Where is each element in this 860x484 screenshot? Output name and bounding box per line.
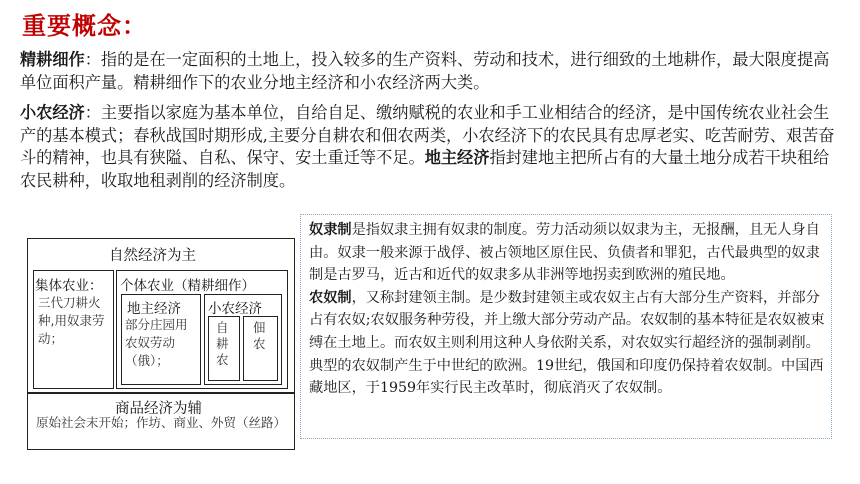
- small-farmer-economy-title: 小农经济: [208, 301, 262, 317]
- term-serfdom: 农奴制: [309, 289, 352, 306]
- natural-economy-label: 自然经济为主: [109, 248, 196, 264]
- self-farmer-label: 自耕农: [216, 320, 229, 367]
- landlord-economy-desc: 部分庄园用农奴劳动（俄）；: [125, 317, 188, 368]
- paragraph-serfdom: [309, 287, 825, 400]
- definition-serfdom: ，又称封建领主制。是少数封建领主或农奴主占有大部分生产资料，并部分占有农奴;农奴服务种劳役，并上缴大部分劳动产品。农奴制的基本特征是农奴被束缚在土地上。而农奴主则利用这种人身依附关系，对农奴实行超经济的强制剥削。典型的农奴制产生于中世纪的欧洲。19世纪，俄国和印度仍保持着农奴制。中国西藏地区，于1959年实行民主改革时，彻底消灭了农奴制。: [309, 289, 825, 397]
- slavery-serfdom-textbox: [300, 214, 832, 439]
- paragraph-intensive-farming: [20, 49, 835, 94]
- term-landlord-economy: 地主经济: [424, 148, 490, 167]
- term-small-farmer-economy: 小农经济: [20, 103, 85, 122]
- page-title: 重要概念：: [22, 12, 147, 40]
- landlord-economy-title: 地主经济: [127, 301, 181, 317]
- paragraph-slavery: [309, 219, 825, 287]
- commodity-economy-desc: 原始社会末开始；作坊、商业、外贸（丝路）: [35, 415, 286, 430]
- paragraph-small-farmer-economy: [20, 102, 835, 192]
- collective-agriculture-title: 集体农业：: [35, 278, 103, 294]
- individual-agriculture-title: 个体农业（精耕细作）: [120, 278, 255, 294]
- definition-small-farmer-economy: ：主要指以家庭为基本单位，自给自足、缴纳赋税的农业和手工业相结合的经济，是中国传统农业社会生产的基本模式；春秋战国时期形成,主要分自耕农和佃农两类，小农经济下的农民具有忠厚老实、吃苦耐劳、艰苦奋斗的精神，也具有狭隘、自私、保守、安土重迁等不足。: [20, 103, 835, 167]
- term-slavery: 奴隶制: [309, 222, 352, 238]
- definition-intensive-farming: ：指的是在一定面积的土地上，投入较多的生产资料、劳动和技术，进行细致的土地耕作，最大限度提高单位面积产量。精耕细作下的农业分地主经济和小农经济两大类。: [20, 50, 830, 92]
- definition-landlord-economy: 指封建地主把所占有的大量土地分成若干块租给农民耕种，收取地租剥削的经济制度。: [20, 148, 830, 190]
- term-intensive-farming: 精耕细作: [20, 50, 85, 69]
- economy-structure-diagram: [27, 238, 295, 450]
- commodity-economy-label: 商品经济为辅: [115, 401, 202, 417]
- collective-agriculture-desc: 三代刀耕火种,用奴隶劳动；: [38, 295, 105, 346]
- definition-slavery: 是指奴隶主拥有奴隶的制度。劳力活动须以奴隶为主，无报酬，且无人身自由。奴隶一般来源于战俘、被占领地区原住民、负债者和罪犯，古代最典型的奴隶制是古罗马，近古和近代的奴隶多从非洲等地拐卖到欧洲的殖民地。: [309, 222, 820, 284]
- tenant-farmer-label: 佃农: [253, 320, 266, 351]
